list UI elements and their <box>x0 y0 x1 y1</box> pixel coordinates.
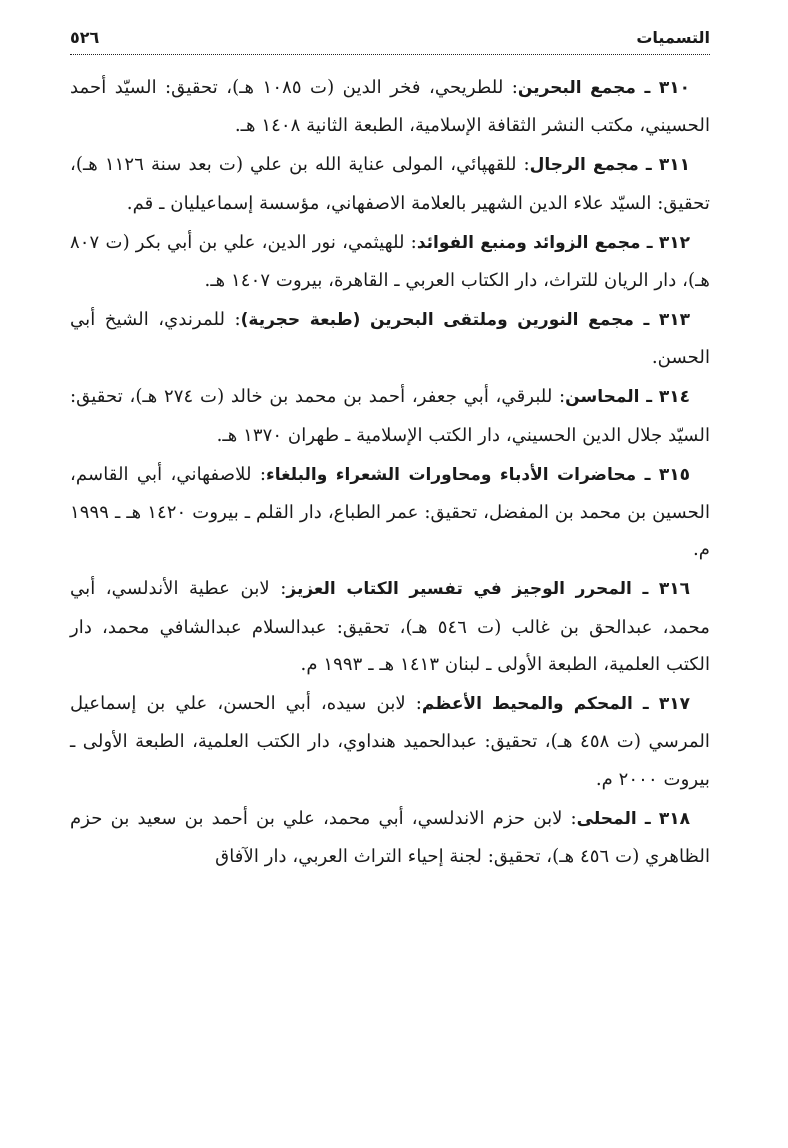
entry-title: مجمع الزوائد ومنبع الفوائد <box>416 232 641 253</box>
entry-title: المحكم والمحيط الأعظم <box>421 694 633 714</box>
entry-dash: ـ <box>632 694 659 714</box>
entry-number: ٣١٨ <box>658 808 690 829</box>
entry-dash: ـ <box>639 387 659 408</box>
entry-dash: ـ <box>640 232 659 253</box>
entry-dash: ـ <box>633 309 659 330</box>
entry-body: : للاصفهاني، أبي القاسم، الحسين بن محمد بن المفضل، تحقيق: عمر الطباع، دار القلم ـ بيروت ١٤٢٠ هـ ـ ١٩٩٩ م. <box>70 463 711 561</box>
entry-title: مجمع النورين وملتقى البحرين (طبعة حجرية) <box>240 309 634 330</box>
entry-body: : للقهپائي، المولى عناية الله بن علي (ت بعد سنة ١١٢٦ هـ)، تحقيق: السيّد علاء الدين الشهير بالعلامة الاصفهاني، مؤسسة إسماعيليان ـ قم. <box>70 154 710 214</box>
entry-title: مجمع البحرين <box>517 78 636 98</box>
entry-number: ٣١٢ <box>658 232 691 253</box>
entry-dash: ـ <box>631 579 659 600</box>
entry-number: ٣١٥ <box>658 464 691 485</box>
entry-title: المحلى <box>576 808 637 829</box>
running-header <box>70 28 710 55</box>
section-title: التسميات <box>636 28 710 47</box>
entry-body: : للمرندي، الشيخ أبي الحسن. <box>70 308 710 369</box>
entry-number: ٣١٣ <box>658 309 691 330</box>
entry-dash: ـ <box>636 464 659 485</box>
entry-body: : لابن حزم الاندلسي، أبي محمد، علي بن أحمد بن سعيد بن حزم الظاهري (ت ٤٥٦ هـ)، تحقيق: لجنة إحياء التراث العربي، دار الآفاق <box>70 807 710 868</box>
entry-body: : للهيثمي، نور الدين، علي بن أبي بكر (ت ٨٠٧ هـ)، دار الريان للتراث، دار الكتاب العربي ـ القاهرة، بيروت ١٤٠٧ هـ. <box>70 231 710 292</box>
entry-title: مجمع الرجال <box>529 155 639 176</box>
entry-body: : للطريحي، فخر الدين (ت ١٠٨٥ هـ)، تحقيق: السيّد أحمد الحسيني، مكتب النشر الثقافة الإسلامية، الطبعة الثانية ١٤٠٨ هـ. <box>70 77 710 137</box>
entry-dash: ـ <box>636 808 659 829</box>
bibliography-entry-313 <box>70 301 710 377</box>
bibliography-entry-312 <box>70 224 710 300</box>
page-number: ٥٢٦ <box>70 28 100 47</box>
entry-body: : لابن سيده، أبي الحسن، علي بن إسماعيل المرسي (ت ٤٥٨ هـ)، تحقيق: عبدالحميد هنداوي، دار الكتب العلمية، الطبعة الأولى ـ بيروت ٢٠٠٠ م. <box>70 693 710 790</box>
document-page <box>70 28 710 877</box>
entry-number: ٣١٠ <box>658 78 690 98</box>
entry-number: ٣١٧ <box>658 694 691 714</box>
entry-dash: ـ <box>635 78 659 98</box>
entry-title: المحاسن <box>565 387 640 408</box>
entry-body: : للبرقي، أبي جعفر، أحمد بن محمد بن خالد (ت ٢٧٤ هـ)، تحقيق: السيّد جلال الدين الحسيني، دار الكتب الإسلامية ـ طهران ١٣٧٠ هـ. <box>70 386 710 446</box>
bibliography-entry-318 <box>70 800 710 876</box>
entry-number: ٣١١ <box>658 155 690 176</box>
bibliography-entry-316 <box>70 570 710 683</box>
bibliography-entry-317 <box>70 685 710 798</box>
entry-number: ٣١٦ <box>658 579 690 600</box>
bibliography-entry-314 <box>70 378 710 454</box>
entry-title: المحرر الوجيز في تفسير الكتاب العزيز <box>286 579 632 600</box>
entry-body: : لابن عطية الأندلسي، أبي محمد، عبدالحق بن غالب (ت ٥٤٦ هـ)، تحقيق: عبدالسلام عبدالشافي محمد، دار الكتب العلمية، الطبعة الأولى ـ لبنان ١٤١٣ هـ ـ ١٩٩٣ م. <box>70 578 710 676</box>
bibliography-entry-310 <box>70 69 710 145</box>
bibliography-entry-311 <box>70 146 710 222</box>
entry-dash: ـ <box>638 155 659 176</box>
bibliography-entry-315 <box>70 456 710 569</box>
entry-number: ٣١٤ <box>658 387 691 408</box>
entry-title: محاضرات الأدباء ومحاورات الشعراء والبلغاء <box>266 464 637 485</box>
